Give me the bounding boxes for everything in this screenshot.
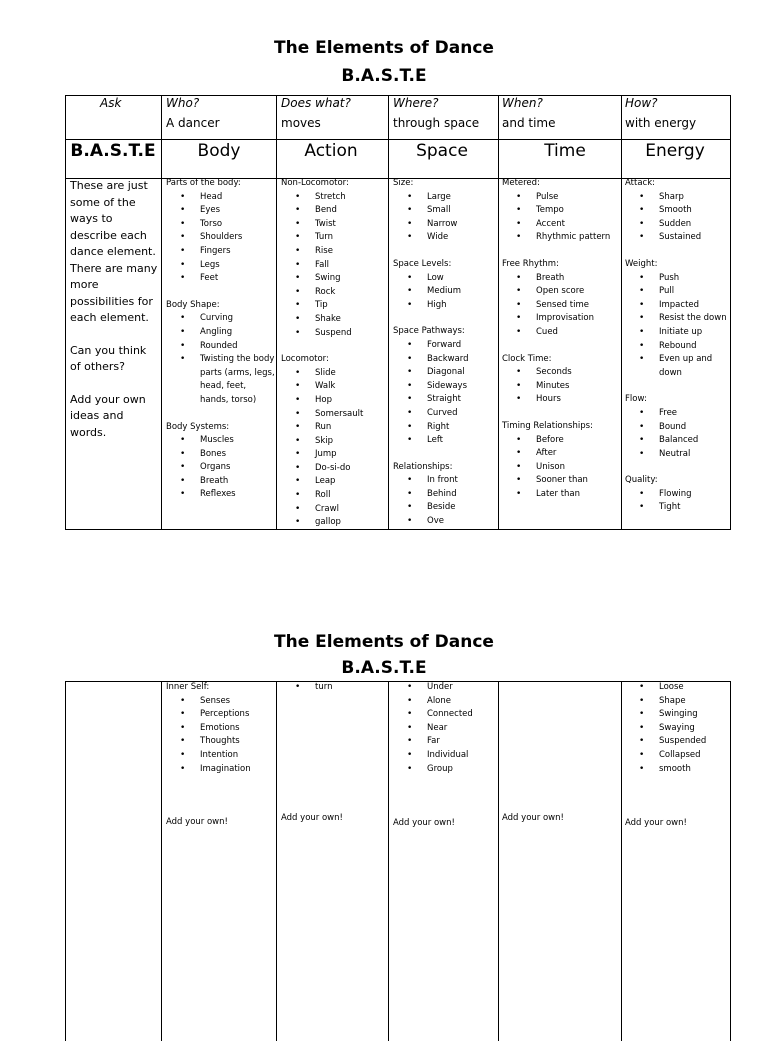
list-item: • Suspend — [315, 327, 387, 341]
list-item: • Individual — [427, 749, 497, 763]
ask-answer: moves — [281, 116, 321, 130]
list-item: • smooth — [659, 763, 729, 777]
list-item: • Pull — [659, 285, 729, 299]
list-item: • Smooth — [659, 204, 729, 218]
add-your-own-time: Add your own! — [502, 813, 564, 823]
list-item: • Head — [200, 191, 276, 205]
list-item: • After — [536, 447, 620, 461]
list-item: • Open score — [536, 285, 620, 299]
energy-column — [625, 177, 729, 515]
list-item: • Stretch — [315, 191, 387, 205]
list-item: • Pulse — [536, 191, 620, 205]
bullet-list — [625, 488, 729, 515]
list-item: • Alone — [427, 695, 497, 709]
section-heading: Free Rhythm: — [502, 258, 559, 269]
list-item: • Unison — [536, 461, 620, 475]
list-item: • In front — [427, 474, 497, 488]
section-heading: Inner Self: — [166, 682, 210, 692]
bullet-list — [502, 366, 620, 407]
intro-paragraph: These are just some of the ways to describe each dance element. There are many more possibilities for each element. — [70, 179, 158, 324]
list-item: • Push — [659, 272, 729, 286]
baste-label: B.A.S.T.E — [70, 141, 156, 161]
list-item: • Skip — [315, 435, 387, 449]
list-item: • Flowing — [659, 488, 729, 502]
list-item: • Improvisation — [536, 312, 620, 326]
list-item: • Bones — [200, 448, 276, 462]
list-item: • Torso — [200, 218, 276, 232]
list-item: • Wide — [427, 231, 497, 245]
section-heading: Flow: — [625, 394, 647, 405]
section-heading: Space Pathways: — [393, 326, 465, 337]
list-item: • Suspended — [659, 735, 729, 749]
section-heading: Attack: — [625, 178, 655, 188]
ask-question: Does what? — [281, 96, 351, 110]
list-item: • Senses — [200, 695, 276, 709]
list-item: • Sooner than — [536, 474, 620, 488]
bullet-list — [625, 681, 729, 776]
bullet-list — [393, 191, 497, 245]
page2-title: The Elements of Dance — [274, 632, 494, 652]
list-item: • Rock — [315, 286, 387, 300]
list-item: • Neutral — [659, 448, 729, 462]
list-item: • Walk — [315, 380, 387, 394]
list-item: • Swinging — [659, 708, 729, 722]
ask-answer: through space — [393, 116, 480, 130]
ask-question: Who? — [166, 96, 200, 110]
ask-question: Where? — [393, 96, 439, 110]
page2-subtitle: B.A.S.T.E — [341, 658, 427, 678]
section-heading: Body Systems: — [166, 421, 230, 432]
bullet-list — [393, 681, 497, 776]
section-heading: Parts of the body: — [166, 178, 241, 188]
bullet-list — [281, 681, 387, 695]
element-heading: Space — [416, 141, 468, 161]
list-item: • Sharp — [659, 191, 729, 205]
body-column — [166, 177, 276, 502]
section-heading: Timing Relationships: — [502, 420, 593, 431]
list-item: • Slide — [315, 367, 387, 381]
list-item: • Rounded — [200, 340, 276, 354]
list-item: • Bound — [659, 421, 729, 435]
bullet-list — [166, 191, 276, 286]
list-item: • Before — [536, 434, 620, 448]
list-item: • Right — [427, 421, 497, 435]
page2-action-column — [281, 681, 387, 695]
list-item: • Backward — [427, 353, 497, 367]
list-item: • Balanced — [659, 434, 729, 448]
list-item: • Leap — [315, 475, 387, 489]
list-item: • Rebound — [659, 340, 729, 354]
bullet-list — [281, 191, 387, 341]
list-item: • Near — [427, 722, 497, 736]
list-item: • Hours — [536, 393, 620, 407]
ask-question: Ask — [100, 96, 122, 110]
add-your-own-action: Add your own! — [281, 813, 343, 823]
list-item: • Feet — [200, 272, 276, 286]
list-item: • Behind — [427, 488, 497, 502]
section-heading: Locomotor: — [281, 354, 329, 365]
ask-answer: and time — [502, 116, 556, 130]
element-heading: Action — [304, 141, 358, 161]
bullet-list — [166, 434, 276, 502]
page2-body-column — [166, 681, 276, 776]
list-item: • Sensed time — [536, 299, 620, 313]
list-item: • Twist — [315, 218, 387, 232]
list-item: • Swaying — [659, 722, 729, 736]
list-item: • Large — [427, 191, 497, 205]
list-item: • Resist the down — [659, 312, 729, 326]
list-item: • Straight — [427, 393, 497, 407]
list-item: • Seconds — [536, 366, 620, 380]
bullet-list — [502, 434, 620, 502]
list-item: • turn — [315, 681, 387, 695]
list-item: • Breath — [200, 475, 276, 489]
intro-text — [70, 178, 160, 441]
intro-paragraph: Add your own ideas and words. — [70, 392, 146, 439]
list-item: • Minutes — [536, 380, 620, 394]
list-item: • Fingers — [200, 245, 276, 259]
list-item: • Reflexes — [200, 488, 276, 502]
list-item: • Jump — [315, 448, 387, 462]
section-heading: Metered: — [502, 178, 540, 188]
page1-subtitle: B.A.S.T.E — [341, 66, 427, 86]
list-item: • Left — [427, 434, 497, 448]
list-item: • Do-si-do — [315, 462, 387, 476]
list-item: • Shoulders — [200, 231, 276, 245]
list-item: • Tip — [315, 299, 387, 313]
list-item: • Eyes — [200, 204, 276, 218]
list-item: • High — [427, 299, 497, 313]
bullet-list — [393, 272, 497, 313]
add-your-own-energy: Add your own! — [625, 818, 687, 828]
list-item: • Medium — [427, 285, 497, 299]
list-item: • Fall — [315, 259, 387, 273]
list-item: • Accent — [536, 218, 620, 232]
bullet-list — [166, 312, 276, 407]
list-item: • Rise — [315, 245, 387, 259]
space-column — [393, 177, 497, 529]
bullet-list — [502, 272, 620, 340]
list-item: • Ove — [427, 515, 497, 529]
list-item: • Hop — [315, 394, 387, 408]
list-item: • Organs — [200, 461, 276, 475]
list-item: • Bend — [315, 204, 387, 218]
list-item: • Under — [427, 681, 497, 695]
list-item: • Shape — [659, 695, 729, 709]
ask-question: When? — [502, 96, 543, 110]
list-item: • Loose — [659, 681, 729, 695]
add-your-own-space: Add your own! — [393, 818, 455, 828]
list-item: • Imagination — [200, 763, 276, 777]
time-column — [502, 177, 620, 501]
page1-title: The Elements of Dance — [274, 38, 494, 58]
bullet-list — [502, 191, 620, 245]
list-item: • Connected — [427, 708, 497, 722]
section-heading: Relationships: — [393, 461, 453, 472]
list-item: • Shake — [315, 313, 387, 327]
list-item: • Breath — [536, 272, 620, 286]
list-item: • Forward — [427, 339, 497, 353]
list-item: • Tight — [659, 501, 729, 515]
list-item: • Roll — [315, 489, 387, 503]
list-item: • Even up and down — [659, 353, 729, 380]
bullet-list — [166, 695, 276, 777]
section-heading: Non-Locomotor: — [281, 178, 349, 188]
list-item: • Free — [659, 407, 729, 421]
list-item: • Low — [427, 272, 497, 286]
list-item: • Curved — [427, 407, 497, 421]
list-item: • Intention — [200, 749, 276, 763]
list-item: • Perceptions — [200, 708, 276, 722]
list-item: • Crawl — [315, 503, 387, 517]
list-item: • Sideways — [427, 380, 497, 394]
list-item: • Small — [427, 204, 497, 218]
list-item: • Twisting the body parts (arms, legs, head, feet, hands, torso) — [200, 353, 276, 407]
list-item: • Narrow — [427, 218, 497, 232]
list-item: • Run — [315, 421, 387, 435]
list-item: • Somersault — [315, 408, 387, 422]
list-item: • gallop — [315, 516, 387, 530]
element-heading: Body — [197, 141, 241, 161]
action-column — [281, 177, 387, 530]
list-item: • Sustained — [659, 231, 729, 245]
section-heading: Space Levels: — [393, 258, 452, 269]
list-item: • Impacted — [659, 299, 729, 313]
list-item: • Thoughts — [200, 735, 276, 749]
bullet-list — [393, 474, 497, 528]
element-heading: Time — [544, 141, 586, 161]
list-item: • Rhythmic pattern — [536, 231, 620, 245]
list-item: • Muscles — [200, 434, 276, 448]
bullet-list — [625, 272, 729, 381]
list-item: • Far — [427, 735, 497, 749]
list-item: • Legs — [200, 259, 276, 273]
add-your-own-body: Add your own! — [166, 817, 228, 827]
list-item: • Initiate up — [659, 326, 729, 340]
section-heading: Weight: — [625, 258, 658, 269]
section-heading: Clock Time: — [502, 353, 552, 364]
list-item: • Tempo — [536, 204, 620, 218]
intro-paragraph: Can you think of others? — [70, 343, 147, 373]
list-item: • Sudden — [659, 218, 729, 232]
page2-space-column — [393, 681, 497, 776]
ask-answer: with energy — [625, 116, 697, 130]
list-item: • Angling — [200, 326, 276, 340]
section-heading: Body Shape: — [166, 299, 220, 310]
list-item: • Emotions — [200, 722, 276, 736]
element-heading: Energy — [645, 141, 705, 161]
bullet-list — [625, 407, 729, 461]
list-item: • Curving — [200, 312, 276, 326]
list-item: • Turn — [315, 231, 387, 245]
list-item: • Group — [427, 763, 497, 777]
list-item: • Swing — [315, 272, 387, 286]
list-item: • Beside — [427, 501, 497, 515]
page2-energy-column — [625, 681, 729, 776]
list-item: • Cued — [536, 326, 620, 340]
section-heading: Quality: — [625, 475, 658, 486]
list-item: • Collapsed — [659, 749, 729, 763]
list-item: • Later than — [536, 488, 620, 502]
section-heading: Size: — [393, 178, 414, 188]
bullet-list — [625, 191, 729, 245]
list-item: • Diagonal — [427, 366, 497, 380]
ask-answer: A dancer — [166, 116, 220, 130]
bullet-list — [393, 339, 497, 448]
ask-question: How? — [625, 96, 658, 110]
bullet-list — [281, 367, 387, 530]
